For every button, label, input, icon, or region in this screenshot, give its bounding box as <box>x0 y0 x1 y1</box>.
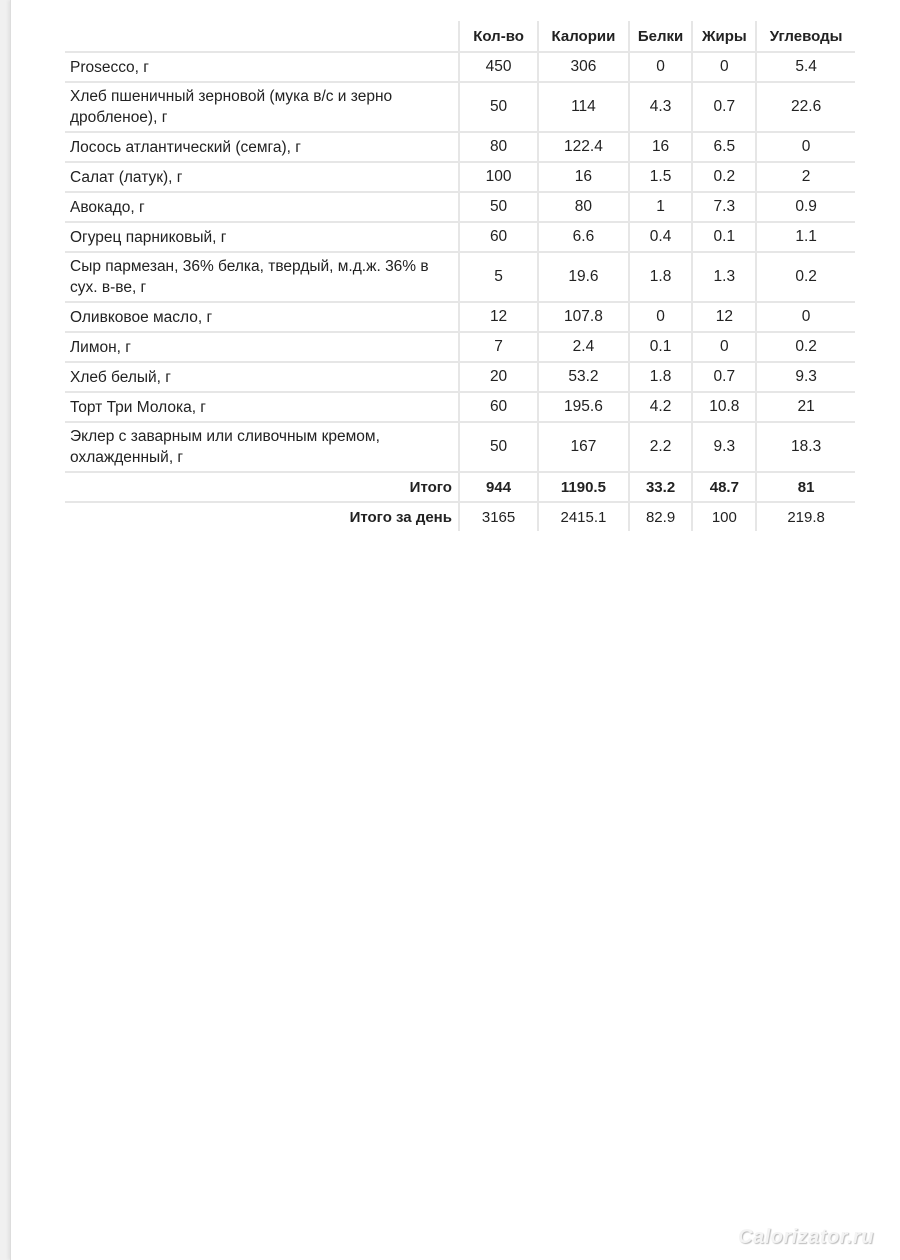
day-total-carbs: 219.8 <box>756 502 855 531</box>
table-row <box>65 82 855 132</box>
row-calories: 80 <box>538 192 629 222</box>
header-fat: Жиры <box>692 21 756 52</box>
day-total-row <box>65 502 855 531</box>
day-total-calories: 2415.1 <box>538 502 629 531</box>
row-protein: 4.2 <box>629 392 693 422</box>
row-protein: 16 <box>629 132 693 162</box>
row-protein: 1.8 <box>629 362 693 392</box>
row-fat: 0.7 <box>692 362 756 392</box>
header-protein: Белки <box>629 21 693 52</box>
row-name: Prosecco, г <box>65 52 459 82</box>
nutrition-table <box>65 21 855 531</box>
day-total-qty: 3165 <box>459 502 538 531</box>
row-name: Авокадо, г <box>65 192 459 222</box>
day-total-protein: 82.9 <box>629 502 693 531</box>
table-row <box>65 392 855 422</box>
row-calories: 122.4 <box>538 132 629 162</box>
row-protein: 0.1 <box>629 332 693 362</box>
row-name: Эклер с заварным или сливочным кремом, охлажденный, г <box>65 422 459 472</box>
row-name: Хлеб белый, г <box>65 362 459 392</box>
table-row <box>65 192 855 222</box>
row-protein: 4.3 <box>629 82 693 132</box>
row-protein: 0 <box>629 52 693 82</box>
row-qty: 60 <box>459 392 538 422</box>
row-protein: 1.5 <box>629 162 693 192</box>
table-row <box>65 162 855 192</box>
row-fat: 10.8 <box>692 392 756 422</box>
row-qty: 20 <box>459 362 538 392</box>
row-calories: 114 <box>538 82 629 132</box>
day-total-label: Итого за день <box>65 502 459 531</box>
row-calories: 306 <box>538 52 629 82</box>
watermark-logo: Calorizator.ru <box>738 1226 874 1248</box>
row-qty: 450 <box>459 52 538 82</box>
row-carbs: 21 <box>756 392 855 422</box>
header-qty: Кол-во <box>459 21 538 52</box>
row-fat: 6.5 <box>692 132 756 162</box>
row-calories: 107.8 <box>538 302 629 332</box>
row-calories: 195.6 <box>538 392 629 422</box>
row-calories: 53.2 <box>538 362 629 392</box>
row-carbs: 2 <box>756 162 855 192</box>
row-carbs: 0.2 <box>756 332 855 362</box>
total-qty: 944 <box>459 472 538 502</box>
row-fat: 0.7 <box>692 82 756 132</box>
row-name: Сыр пармезан, 36% белка, твердый, м.д.ж. 36% в сух. в-ве, г <box>65 252 459 302</box>
table-row <box>65 222 855 252</box>
header-carbs: Углеводы <box>756 21 855 52</box>
row-fat: 7.3 <box>692 192 756 222</box>
header-calories: Калории <box>538 21 629 52</box>
row-qty: 50 <box>459 422 538 472</box>
table-row <box>65 422 855 472</box>
row-carbs: 5.4 <box>756 52 855 82</box>
total-row <box>65 472 855 502</box>
row-fat: 0 <box>692 52 756 82</box>
row-protein: 0.4 <box>629 222 693 252</box>
table-row <box>65 132 855 162</box>
row-qty: 50 <box>459 192 538 222</box>
row-calories: 19.6 <box>538 252 629 302</box>
row-protein: 0 <box>629 302 693 332</box>
row-qty: 7 <box>459 332 538 362</box>
row-carbs: 0.9 <box>756 192 855 222</box>
total-carbs: 81 <box>756 472 855 502</box>
row-fat: 12 <box>692 302 756 332</box>
total-fat: 48.7 <box>692 472 756 502</box>
row-calories: 167 <box>538 422 629 472</box>
row-carbs: 9.3 <box>756 362 855 392</box>
total-protein: 33.2 <box>629 472 693 502</box>
total-label: Итого <box>65 472 459 502</box>
row-name: Лосось атлантический (семга), г <box>65 132 459 162</box>
row-fat: 1.3 <box>692 252 756 302</box>
row-qty: 100 <box>459 162 538 192</box>
row-qty: 80 <box>459 132 538 162</box>
row-protein: 1.8 <box>629 252 693 302</box>
row-protein: 2.2 <box>629 422 693 472</box>
row-name: Салат (латук), г <box>65 162 459 192</box>
row-fat: 0 <box>692 332 756 362</box>
total-calories: 1190.5 <box>538 472 629 502</box>
row-qty: 50 <box>459 82 538 132</box>
row-qty: 5 <box>459 252 538 302</box>
row-calories: 16 <box>538 162 629 192</box>
row-name: Хлеб пшеничный зерновой (мука в/с и зерно дробленое), г <box>65 82 459 132</box>
row-fat: 0.2 <box>692 162 756 192</box>
row-fat: 9.3 <box>692 422 756 472</box>
row-name: Торт Три Молока, г <box>65 392 459 422</box>
header-name <box>65 21 459 52</box>
row-calories: 6.6 <box>538 222 629 252</box>
table-row <box>65 332 855 362</box>
row-name: Огурец парниковый, г <box>65 222 459 252</box>
row-protein: 1 <box>629 192 693 222</box>
row-carbs: 0 <box>756 302 855 332</box>
table-row <box>65 252 855 302</box>
row-qty: 12 <box>459 302 538 332</box>
row-name: Оливковое масло, г <box>65 302 459 332</box>
row-name: Лимон, г <box>65 332 459 362</box>
document-page <box>10 0 900 1260</box>
row-carbs: 18.3 <box>756 422 855 472</box>
table-row <box>65 52 855 82</box>
day-total-fat: 100 <box>692 502 756 531</box>
row-qty: 60 <box>459 222 538 252</box>
table-row <box>65 362 855 392</box>
table-row <box>65 302 855 332</box>
table-header-row <box>65 21 855 52</box>
row-carbs: 1.1 <box>756 222 855 252</box>
row-calories: 2.4 <box>538 332 629 362</box>
row-carbs: 0.2 <box>756 252 855 302</box>
row-carbs: 0 <box>756 132 855 162</box>
row-fat: 0.1 <box>692 222 756 252</box>
row-carbs: 22.6 <box>756 82 855 132</box>
